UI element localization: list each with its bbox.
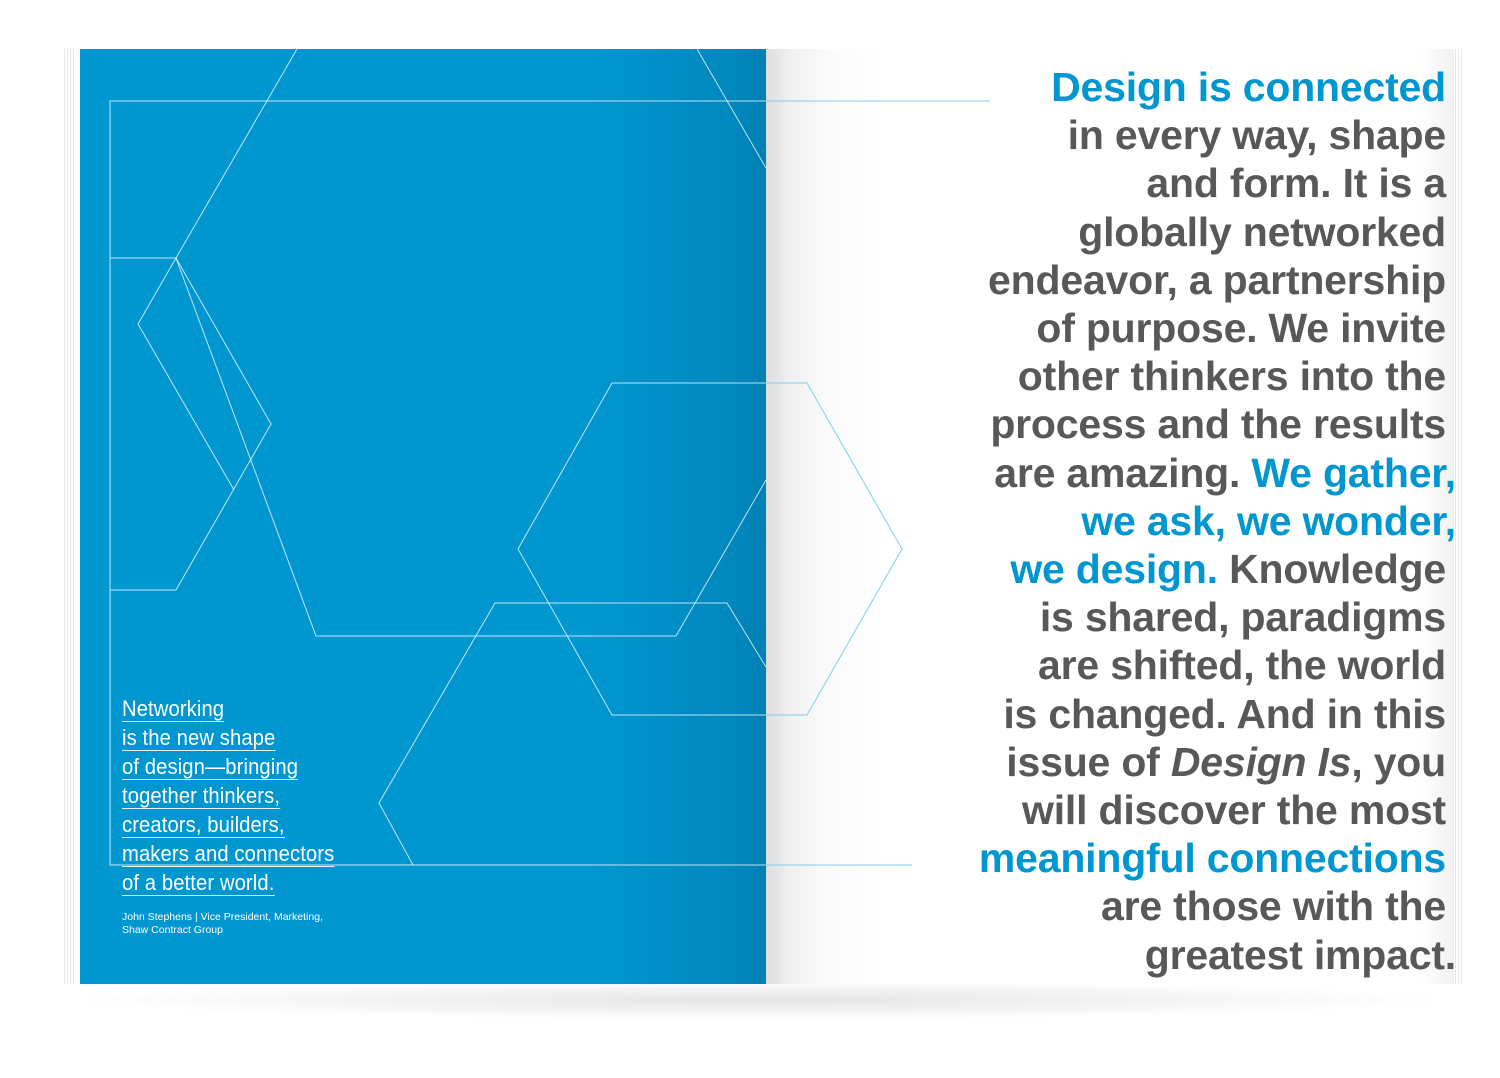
body-text-run: is shared, paradigms: [1039, 594, 1446, 641]
body-text-run: is changed. And in this: [1003, 690, 1446, 737]
body-text-run: other thinkers into the: [1017, 353, 1446, 400]
body-line: [806, 497, 1456, 545]
body-line: [806, 786, 1446, 834]
body-text-run: will discover the most: [1022, 787, 1446, 834]
quote-line: of a better world.: [122, 870, 275, 895]
body-highlight: meaningful connections: [978, 835, 1446, 882]
body-line: [806, 641, 1446, 689]
body-text-run: are amazing.: [994, 449, 1252, 496]
body-line: [806, 738, 1446, 786]
body-line: [806, 111, 1446, 159]
body-highlight: We gather,: [1251, 449, 1456, 496]
body-text-run: issue of: [1006, 738, 1171, 785]
quote-line: of design—bringing: [122, 754, 299, 779]
body-line: [806, 159, 1446, 207]
body-highlight: Design is connected: [1051, 64, 1446, 110]
body-line: [806, 545, 1446, 593]
body-text-run: are those with the: [1101, 883, 1446, 930]
body-text-run: greatest impact.: [1144, 931, 1456, 978]
page-edge-left: [64, 49, 76, 984]
attribution-name-title: John Stephens | Vice President, Marketing,: [122, 911, 323, 923]
body-line: [806, 208, 1446, 256]
body-line: [806, 834, 1446, 882]
body-text-run: and form. It is a: [1146, 160, 1446, 207]
body-line: [806, 256, 1446, 304]
body-line: [806, 593, 1446, 641]
body-text-run: Knowledge: [1217, 546, 1446, 593]
body-line: [806, 352, 1446, 400]
pull-quote: [122, 694, 334, 897]
quote-line: Networking: [122, 696, 225, 721]
body-copy: [806, 63, 1456, 979]
body-highlight: we ask, we wonder,: [1081, 497, 1456, 544]
body-line: [806, 400, 1446, 448]
attribution-company: Shaw Contract Group: [122, 924, 223, 936]
quote-line: is the new shape: [122, 725, 276, 750]
body-text-run: process and the results: [990, 401, 1446, 448]
body-highlight: we design.: [1010, 546, 1218, 593]
body-text-run: are shifted, the world: [1038, 642, 1446, 689]
body-line: [806, 931, 1456, 979]
body-text-run: of purpose. We invite: [1036, 305, 1446, 352]
body-text-run: in every way, shape: [1067, 112, 1446, 159]
publication-title: Design Is: [1170, 738, 1352, 785]
quote-attribution: [122, 911, 323, 937]
body-line: [806, 690, 1446, 738]
quote-line: makers and connectors: [122, 841, 335, 866]
body-line: [806, 882, 1446, 930]
body-text-run: endeavor, a partnership: [988, 256, 1446, 303]
body-line: [806, 304, 1446, 352]
body-line: [806, 449, 1456, 497]
quote-line: together thinkers,: [122, 783, 281, 808]
body-text-run: globally networked: [1078, 208, 1446, 255]
body-text-run: , you: [1351, 738, 1446, 785]
page-shadow: [60, 980, 1460, 1020]
quote-line: creators, builders,: [122, 812, 285, 837]
body-line: [806, 63, 1446, 111]
